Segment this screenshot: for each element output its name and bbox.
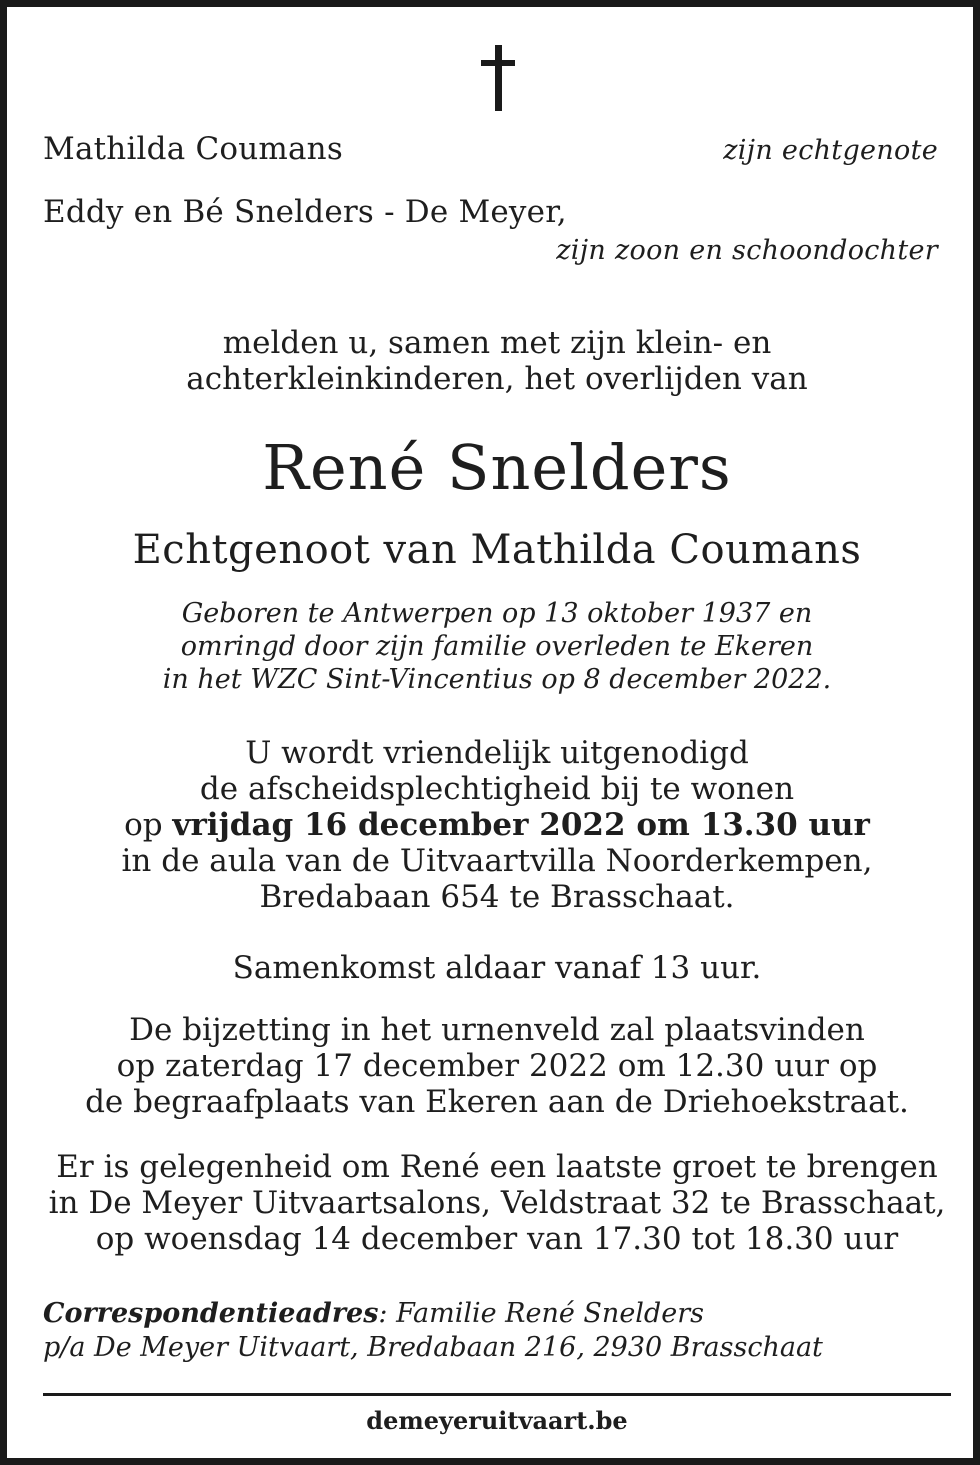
birth-death-details: Geboren te Antwerpen op 13 oktober 1937 en omringd door zijn familie overleden te Ekeren in het WZC Sint-Vincentius op 8 december 2022. — [162, 598, 832, 695]
family-member-name: Eddy en Bé Snelders - De Meyer, — [43, 194, 567, 230]
gathering-info: Samenkomst aldaar vanaf 13 uur. — [232, 950, 762, 986]
announcement-text: melden u, samen met zijn klein- en achterkleinkinderen, het overlijden van — [186, 325, 808, 397]
website-link[interactable]: demeyeruitvaart.be — [366, 1406, 628, 1435]
cross-icon — [481, 45, 515, 113]
ceremony-datetime: vrijdag 16 december 2022 om 13.30 uur — [172, 807, 870, 843]
correspondence-address: Correspondentieadres: Familie René Snelders p/a De Meyer Uitvaart, Bredabaan 216, 2930 Brasschaat — [43, 1298, 823, 1363]
deceased-name: René Snelders — [262, 431, 732, 504]
correspondence-label: Correspondentieadres — [43, 1298, 379, 1329]
family-member-name: Mathilda Coumans — [43, 131, 343, 167]
burial-info: De bijzetting in het urnenveld zal plaatsvinden op zaterdag 17 december 2022 om 12.30 uur op de begraafplaats van Ekeren aan de Driehoekstraat. — [85, 1012, 909, 1120]
family-member-relation: zijn zoon en schoondochter — [556, 235, 938, 266]
deceased-subtitle: Echtgenoot van Mathilda Coumans — [132, 527, 862, 573]
ceremony-invitation: U wordt vriendelijk uitgenodigd de afscheidsplechtigheid bij te wonen op vrijdag 16 december 2022 om 13.30 uur in de aula van de Uitvaartvilla Noorderkempen, Bredabaan 654 te Brasschaat. — [121, 735, 873, 915]
viewing-info: Er is gelegenheid om René een laatste groet te brengen in De Meyer Uitvaartsalons, Veldstraat 32 te Brasschaat, op woensdag 14 december van 17.30 tot 18.30 uur — [48, 1149, 946, 1257]
footer-divider — [43, 1393, 951, 1396]
family-member-relation: zijn echtgenote — [723, 135, 938, 166]
